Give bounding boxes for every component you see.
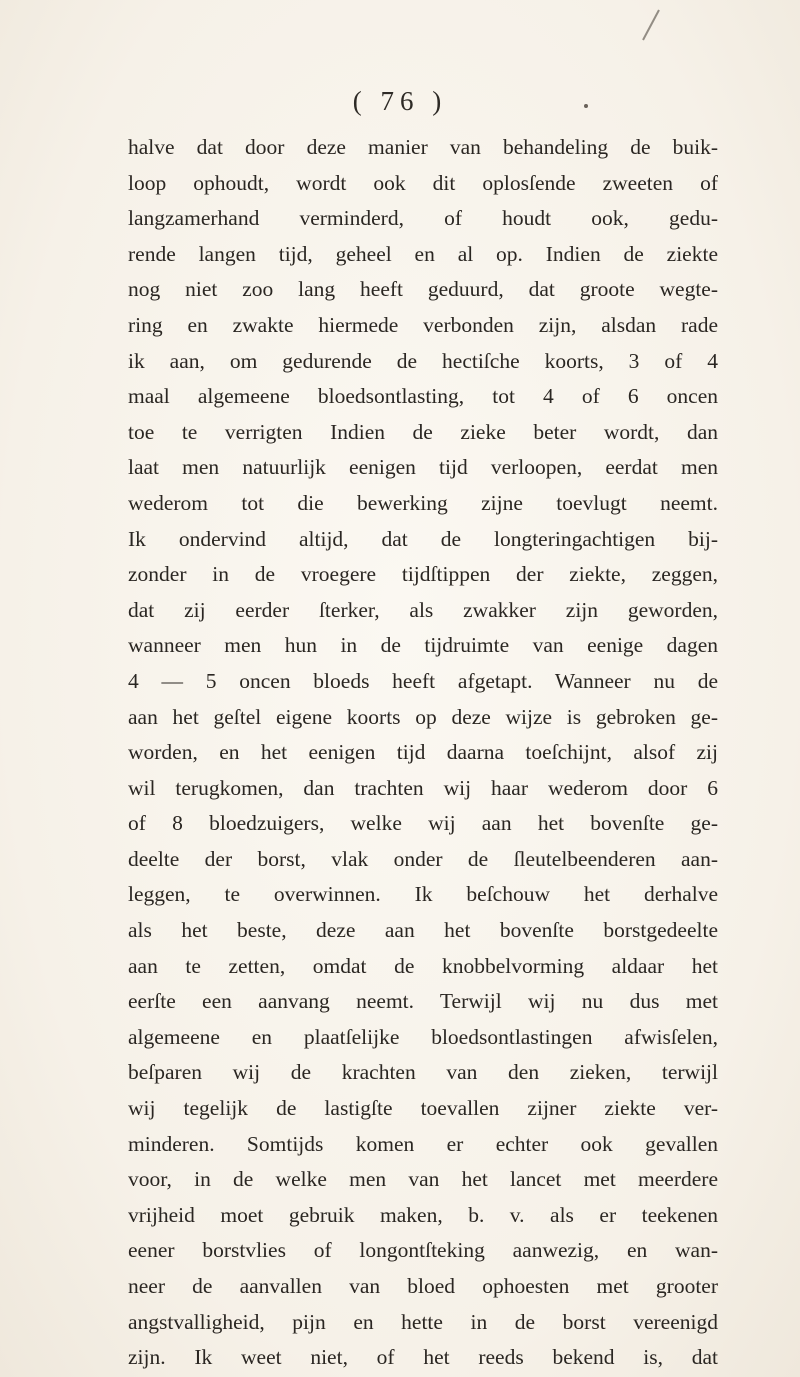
text-line: dat zij eerder ſterker, als zwakker zijn geworden, [128, 597, 718, 622]
text-line: eener borstvlies of longontſteking aanwezig, en wan- [128, 1238, 718, 1263]
text-line: ring en zwakte hiermede verbonden zijn, alsdan rade [128, 312, 718, 337]
text-line: aan het geſtel eigene koorts op deze wijze is gebroken ge- [128, 704, 718, 729]
text-line: of 8 bloedzuigers, welke wij aan het bovenſte ge- [128, 811, 718, 836]
text-line: zijn. Ik weet niet, of het reeds bekend is, dat [128, 1345, 718, 1370]
text-line: laat men natuurlijk eenigen tijd verloopen, eerdat men [128, 455, 718, 480]
text-line: loop ophoudt, wordt ook dit oplosſende zweeten of [128, 170, 718, 195]
text-line: als het beste, deze aan het bovenſte borstgedeelte [128, 918, 718, 943]
text-line: maal algemeene bloedsontlasting, tot 4 of 6 oncen [128, 384, 718, 409]
text-line: toe te verrigten Indien de zieke beter wordt, dan [128, 419, 718, 444]
text-line: rende langen tijd, geheel en al op. Indien de ziekte [128, 241, 718, 266]
text-line: halve dat door deze manier van behandeling de buik- [128, 135, 718, 159]
text-line: zonder in de vroegere tijdſtippen der ziekte, zeggen, [128, 562, 718, 587]
text-line: vrijheid moet gebruik maken, b. v. als er teekenen [128, 1202, 718, 1227]
text-line: worden, en het eenigen tijd daarna toeſchijnt, alsof zij [128, 740, 718, 765]
text-line: wil terugkomen, dan trachten wij haar wederom door 6 [128, 775, 718, 800]
page-number: ( 76 ) [352, 86, 448, 116]
body-text [128, 130, 718, 1376]
ink-speck [584, 104, 588, 108]
text-line: angstvalligheid, pijn en hette in de borst vereenigd [128, 1309, 718, 1334]
text-line: aan te zetten, omdat de knobbelvorming aldaar het [128, 953, 718, 978]
text-line: ik aan, om gedurende de hectiſche koorts, 3 of 4 [128, 348, 718, 373]
text-line: neer de aanvallen van bloed ophoesten met grooter [128, 1274, 718, 1298]
text-line: eerſte een aanvang neemt. Terwijl wij nu dus met [128, 989, 718, 1014]
text-line: algemeene en plaatſelijke bloedsontlastingen afwisſelen, [128, 1024, 718, 1049]
text-line: langzamerhand verminderd, of houdt ook, gedu- [128, 206, 718, 231]
text-line: minderen. Somtijds komen er echter ook gevallen [128, 1131, 718, 1156]
text-line: Ik ondervind altijd, dat de longteringachtigen bij- [128, 526, 718, 551]
text-line: wanneer men hun in de tijdruimte van eenige dagen [128, 633, 718, 658]
text-line: voor, in de welke men van het lancet met meerdere [128, 1167, 718, 1192]
text-line: deelte der borst, vlak onder de ſleutelbeenderen aan- [128, 846, 718, 871]
text-line: beſparen wij de krachten van den zieken, terwijl [128, 1060, 718, 1085]
text-line: nog niet zoo lang heeft geduurd, dat groote wegte- [128, 277, 718, 302]
margin-mark [642, 10, 660, 41]
text-line: leggen, te overwinnen. Ik beſchouw het derhalve [128, 882, 718, 907]
text-line: wederom tot die bewerking zijne toevlugt neemt. [128, 490, 718, 515]
text-line: 4 — 5 oncen bloeds heeft afgetapt. Wanneer nu de [128, 668, 718, 693]
text-line: wij tegelijk de lastigſte toevallen zijner ziekte ver- [128, 1096, 718, 1121]
